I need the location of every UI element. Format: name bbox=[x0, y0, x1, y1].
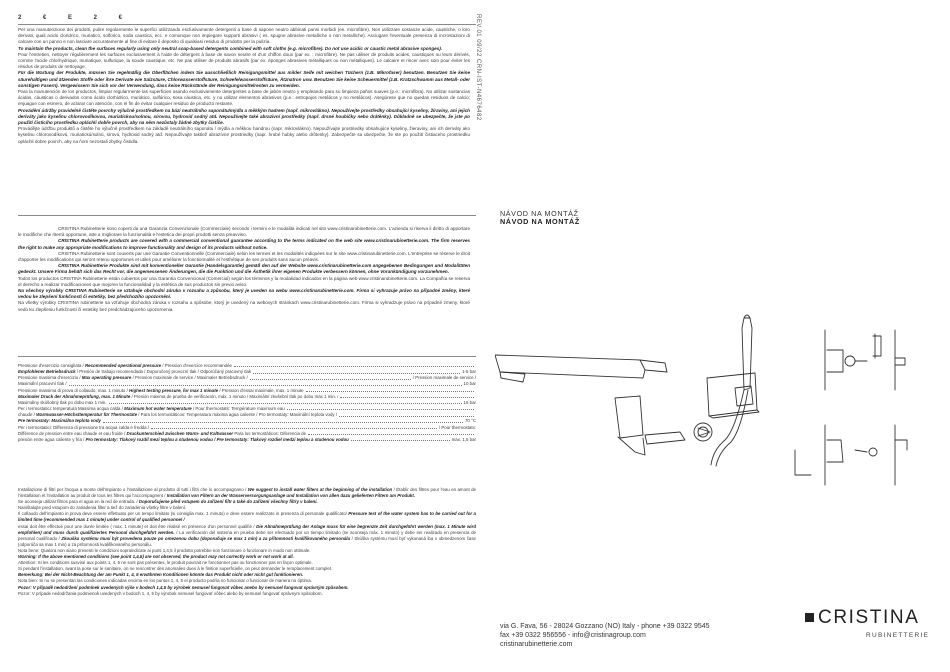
install-filters-sk: Nainštalujte pred vstupom do zariadenia filter a tiež do zariadenia všetky filtre v balení. bbox=[18, 505, 187, 511]
address-line: via G. Fava, 56 - 28024 Gozzano (NO) Italy - phone +39 0322 9545 bbox=[500, 623, 710, 630]
brand-logo bbox=[805, 607, 935, 644]
param-row: Pressione massima di prova di collaudo, max. 1 minuto / Highest testing pressure, for max 1 minute / Pression d'essai maximale, max. 1 minute bbox=[18, 388, 476, 394]
product-drawing bbox=[495, 300, 927, 500]
warranty-cz: Na všechny výrobky CRISTINA Rubinetterie se vztahuje obchodní záruka v rozsahu a způsobu, který je uveden na webu www.cristinarubinetterie.com. Firma si vyhrazuje právo na případné změny, které vedou ke zlepšení funkčnosti či estetiky, bez předchozího upozornění. bbox=[18, 288, 470, 300]
mid-divider-2 bbox=[18, 356, 476, 357]
note-fr-2: Si pendant l'installation, avant la pose sur le sanitaire, on ne rencontrer des anomalies dues à le finition superficielle, on peut demander le remplacement complet. bbox=[18, 566, 333, 572]
installation-notes bbox=[18, 487, 476, 597]
warranty-sk: Na všetky výrobky CRISTINA rubinetterie sa vzťahuje obchodná záruka v rozsahu a spôsobe, ktorý je uvedený na webovych stránkach www.cristinarubinetterie.com. Firma si vyhradzuje právo na prípadné zmeny, ktoré vedú ku zlepšeniu funkčnosti či estetiky bez predchádzajúceho upozornenia. bbox=[18, 300, 470, 312]
note-es: Nota bien: Si no se presentan las condiciones indicadas encima en los puntos 1, 4, 5 el producto podría no funcionar o funcionar de manera no óptima. bbox=[18, 578, 312, 584]
maintenance-it: Per una manutenzione dei prodotti, pulire regolarmente le superfici utilizzando esclusivamente detergenti a base di sapone neutro abbinati panni morbidi (es. microfibre). Non utilizzare sostanze acide, caustiche, o loro derivati, quali acido cloridrico, muriatico, solforico, soda caustica, ecc. e comunque non impiegare supporti abrasivi ( es. spugne abrasive metalliche o non metalliche). Asciugare l'eventuale presenza di incrostazioni di calcare con un panno e non lasciare accuratamente al fine di evitare il deposito di qualsiasi residuo di prodotto per la pulizia. bbox=[18, 27, 470, 45]
param-row: Pre termostaty: Maximálna teplota vody 70 °C bbox=[18, 418, 476, 424]
fax-email-line: fax +39 0322 956556 - info@cristinagroup.com bbox=[500, 632, 646, 639]
top-divider bbox=[18, 24, 476, 25]
mixer-illustration bbox=[615, 396, 712, 455]
document-code: REV.01 09/22 CRN-IST-N4676482 bbox=[475, 14, 481, 121]
manual-title-bold: NÁVOD NA MONTÁŽ bbox=[500, 217, 580, 226]
param-row: Pressione d'esercizio consigliata / Recommended operational pressure / Pression d'exercice recommandée bbox=[18, 363, 476, 369]
maintenance-de: Für die Wartung der Produkte, müssen Sie regelmäßig die Oberflächen indem Sie ausschließlich Reinigungsmittel aus milder Seife mit weichen Tüchern (z.B. Mikrofaser) benutzen. Benutzen Sie keine säurehaltigen und ätzenden Stoffe oder ihre Derivate wie Salzsäure, Chlorwasserstoffsäure, Schwefelwasserstoffsäure, Ätznatron usw. Benutzen Sie keine Scheuermittel (z.B. Kratzschwamm aus Metall- oder sonstigen Fasern). Vergewissern Sie sich vor der Verwendung, dass keine Rückstände der Reinigungsmittelresten zu vermeiden. bbox=[18, 70, 470, 88]
contact-block bbox=[500, 622, 710, 649]
website-line: cristinarubinetterie.com bbox=[500, 641, 573, 648]
warranty-es: Todos los productos CRISTINA Rubinetterie están cubiertos por una Garantía Convencional (Comercial) según los términos y la modalidad indicados en la página web www.cristinarubinetterie.com. La Compañía se reserva el derecho a realizar modificaciones que mejoren la funcionalidad y la estética de sus productos sin previo aviso. bbox=[18, 275, 470, 287]
maintenance-sk: Provádějte údržbu produktů a čistěte ho výlučně prostředkem na základě neutrálního saponátu / mýdla a měkkou handrou (napr. mikrovlákno). Nepoužívajte prostriedky obsahujúce kyseliny, žieraviny, ani ich deriváty ako kyselinu chlorovodíkovú, muriatickú/solnú, sírovú, hydroxid sodný atď. Nepoužívajte taktiež abrazívne prostriedky (napr. hrubé hubky alebo drôtenky). Zabezpečte sa ubezpečte, že ste po použití čistiaceho prostriedku opláchli dobre povrch, aby na ňom nezostali zbytky čistidla. bbox=[18, 126, 470, 144]
logo-square-icon bbox=[805, 613, 814, 622]
warranty-de: CRISTINA Rubinetterie Produkte sind mit konventioneller Garantie (Handelsgarantie) gemäß den auf der Website www.cristinarubinetterie.com angegebenen Bedingungen und Modalitäten gedeckt. Unsere Firma behält sich das Recht vor, die angemessenen Änderungen, die die Funktion und die Ästhetik ihrer eigenen Produkte verbessern können, ohne Vorankündigung vorzunehmen. bbox=[18, 263, 470, 275]
param-row: Différence de pression entre eau chaude et eau froide / Druckunterschied zwischen Warm- und Kaltwasser Para los termostáticos: Diferencia de bbox=[18, 431, 476, 437]
brand-subtitle: RUBINETTERIE bbox=[866, 632, 930, 639]
maintenance-en: To maintain the products, clean the surfaces regularly using only neutral soap-based detergents combined with soft cloths (e.g. microfibre). Do not use acidic or caustic metal abrasive sponges). bbox=[18, 45, 443, 51]
brand-name: CRISTINA bbox=[818, 607, 920, 628]
note-de: Bemerkung: Bei der Nicht-Beachtung der am Punkt 1, 4, 5 erwähnten Konditionen könnte das Produkt nicht oder nicht gut funktionieren. bbox=[18, 572, 304, 578]
note-it: Nota bene: Qualora non siano presenti le condizioni sopraindicate ai punti 1,4,5 il prodotto potrebbe non funzionare o funzionare in modo non ottimale. bbox=[18, 547, 311, 553]
manual-title: NÁVOD NA MONTÁŽ bbox=[500, 209, 579, 218]
side-view-2 bbox=[795, 425, 907, 485]
spout-illustration bbox=[495, 355, 667, 382]
note-en: Warning: If the above mentioned conditions (see point 1,4,5) are not observed, the product may not correctly work or not work at all. bbox=[18, 554, 294, 560]
maintenance-es: Para la manutención de los productos, limpiar regularmente las superficies usando exclusivamente detergentes a base de jabón neutro y empleando para su limpieza paños suaves (p.e.: microfibra). No utilizar sustancias ácidas, cáusticas o derivados como ácido clorhídrico, muriático, sulfúrico, sosa cáustica, etc. y no utilizar elementos abrasivos (p.e.: estropajos metálicos y no metálicos). Asegúrese que no quedan residuos de calcio; enjuague con esmero, de aclarar con atención, con el fin de evitar cualquier residuo de producto restante. bbox=[18, 89, 470, 107]
maintenance-fr: Pour l'entretien, nettoyer régulièrement les surfaces exclusivement à l'aide de détergent à base de savon neutre et d'un chiffon doux (par ex. : microfibre). Ne pas utiliser de produits acides, caustiques ou leurs dérivés, comme l'acide chlorhydrique, muriatique, sulfurique, la soude caustique, etc. Ne pas utiliser de produits abrasifs (par ex. éponges abrasives métalliques ou non métalliques). Le calcaire et rincer avec soin pour éviter les résidus de produits de nettoyage. bbox=[18, 51, 470, 70]
param-row: Maximaler Druck der Abnahmeprüfung, max. 1 Minute / Presión máxima de prueba de verificación, máx. 1 minuto / Maximální zkušební tlak po dobu max 1 min. / bbox=[18, 394, 476, 400]
section-heading: 2 € E 2 € bbox=[18, 15, 133, 21]
param-row: Maximální pracovní tlak / 10 bar bbox=[18, 381, 476, 387]
technical-parameters bbox=[18, 363, 476, 443]
install-pressure-test: Il collaudo dell'impianto in prova deve essere effettuato per un tempo limitato (si consiglia max. 1 minuto) e deve essere realizzato in presenza di personale qualificato/ Pressure test of the water system has to be carried out for a limited time (recommended max 1 minute) under control of qualified personnel / bbox=[18, 511, 476, 523]
note-sk: Pozor: V prípade nedodržania podmienok uvedených v bodoch 1, 4, 5 by výrobok nemusel fungovať vôbec alebo by nemusel fungovať správnym spôsobom. bbox=[18, 590, 323, 596]
shower-holder-illustration bbox=[707, 315, 759, 466]
param-row: Pressione massima d'esercizio / Max operating pressure / Pression maximale de service / Maximaler Betriebsdruck / / Pression maximale de service / bbox=[18, 375, 476, 381]
param-row: chaude / Warmwasser-Höchsttemperatur für Thermostate / Para los termostáticos: Temperatura máxima agua caliente / Pro termostaty: Maximální teplota vody / bbox=[18, 412, 476, 418]
param-row: Per i termostatici: Differenza di pressione tra acqua calda e fredda / / Pour thermostats: bbox=[18, 424, 476, 430]
maintenance-section bbox=[18, 27, 470, 145]
mid-divider-1 bbox=[18, 215, 476, 216]
install-pressure-test-2: essai doit être effectué pour une durée limitée ( max. 1 minute) et doit être réalisé en présence d'un personnel qualifié / Die Abnahmeprüfung der Anlage muss für eine begrenzte Zeit durchgeführt werden (max. 1 Minute wird empfohlen) und muss durch qualifiziertes Personal durchgeführt werden. / La verificación del sistema en prueba debe ser efectuado por un tiempo limitado (se aconseja máx. 1 minuto) y debe ser realizado en presencia de personal cualificado / Zkouška systému musí být provedena pouze po omezenou dobu (doporučuje se max 1 min) a za přítomnosti kvalifikovaného personálu / Skúška systému musí byť vykonaná iba v obmedzenom čase (odporúča sa max 1 min) a za prítomnosti kvalifikovaného personálu. bbox=[18, 523, 476, 547]
param-row: Empfohlener Betriebsdruck / Presión de trabajo recomendada / Doporučený provozní tlak / Odporúčaný pracovný tlak 1-5 bar bbox=[18, 369, 476, 375]
param-row: Per i termostatici: temperatura Massima acqua calda / Maximum hot water temperature / Pour thermostats: Température maximum eau bbox=[18, 406, 476, 412]
warranty-fr: CRISTINA Rubinetterie sont couverts par une Garantie Conventionnelle (Commerciale) selon les termes et les modalités indiquées sur le site www.cristinarubinetterie.com. L'entreprise se réserve le droit d'apporter les modifications qui seront retenu opportunes et utiles pour améliorer la fonctionnalité et l'esthétique de ses produits sans aucun préavis. bbox=[18, 250, 470, 263]
param-row: presión entre agua caliente y fría / Pro termostaty: Tlakový rozdíl mezi teplou a studenou vodou / Pre termostaty: Tlakový rozdiel medzi teplou a studenou vodou max. 1,5 bar bbox=[18, 436, 476, 442]
warranty-section bbox=[18, 226, 470, 313]
install-filters-es: Se aconseja utilizar filtros para el agua en la red de entrada. / Doporučujeme před vstupem do zařízení filtr a také do zařízení všechny filtry v balení. bbox=[18, 499, 318, 505]
note-fr: Attention: Si les conditions susvisé aux points 1, 4, 5 ne sont pas présentes, le produit pourrait ne fonctionner pas ou fonctionner pas en façon optimale. bbox=[18, 560, 313, 566]
install-filters: Installazione di filtri per l'acqua a monte dell'impianto o l'installazione al prodotto di tutti i filtri che lo accompagnano / We suggest to install water filters at the beginning of the installation / Établir des filtres pour l'eau en amont de l'installation et l'installation au produit de tous les filtres qui l'accompagnent / Installation von Filtern an der Wasserversorgungsanlage und Installation von allen dazu gelieferten Filtern am Produkt. bbox=[18, 487, 476, 499]
warranty-it: CRISTINA Rubinetterie sono coperti da una Garanzia Convenzionale (Commerciale) secondo i termini e le modalità indicati nel sito www.cristinarubinetterie.com. L'azienda si riserva il diritto di apportare le modifiche che riterrà opportune, atte a migliorare la funzionalità e l'estetica dei propri prodotti senza preavviso. bbox=[18, 226, 470, 238]
param-row: Maximálny skúšobný tlak po dobu max 1 min. 16 bar bbox=[18, 399, 476, 405]
warranty-en: CRISTINA Rubinetterie products are covered with a commercial conventional guarantee according to the terms indicated on the web site www.cristinarubinetterie.com. The firm reserves the right to make any appropriate modifications to improve functionality and design of its products without notice. bbox=[18, 238, 470, 250]
maintenance-cz: Provádění údržby pravidelně čistěte povrchy výlučně prostředkem na bázi neutrálního saponátu/mýdla a měkkým hadrem (např. mikrovlákno). Nepoužívejte prostředky obsahující kyseliny, žíraviny, ani jejich deriváty jako kyselinu chlorovodíkovou, muriatickou/solnou, sírovou, hydroxid sodný atd. Nepoužívejte také abrazivní prostředky (např. drsné houbičky nebo drátěnky). Důkladně se ubezpečte, že jste po použití čisticího prostředku opláchli dobře povrch, aby na něm nezůstaly žádné zbytky čističe. bbox=[18, 107, 470, 126]
note-cz: Pozor: V případě nedodržení podmínek uvedených výše v bodech 1,4,5 by výrobek nemusel fungovat vůbec anebo by nemusel fungovat správným způsobem. bbox=[18, 584, 349, 590]
side-view-1 bbox=[825, 330, 905, 390]
